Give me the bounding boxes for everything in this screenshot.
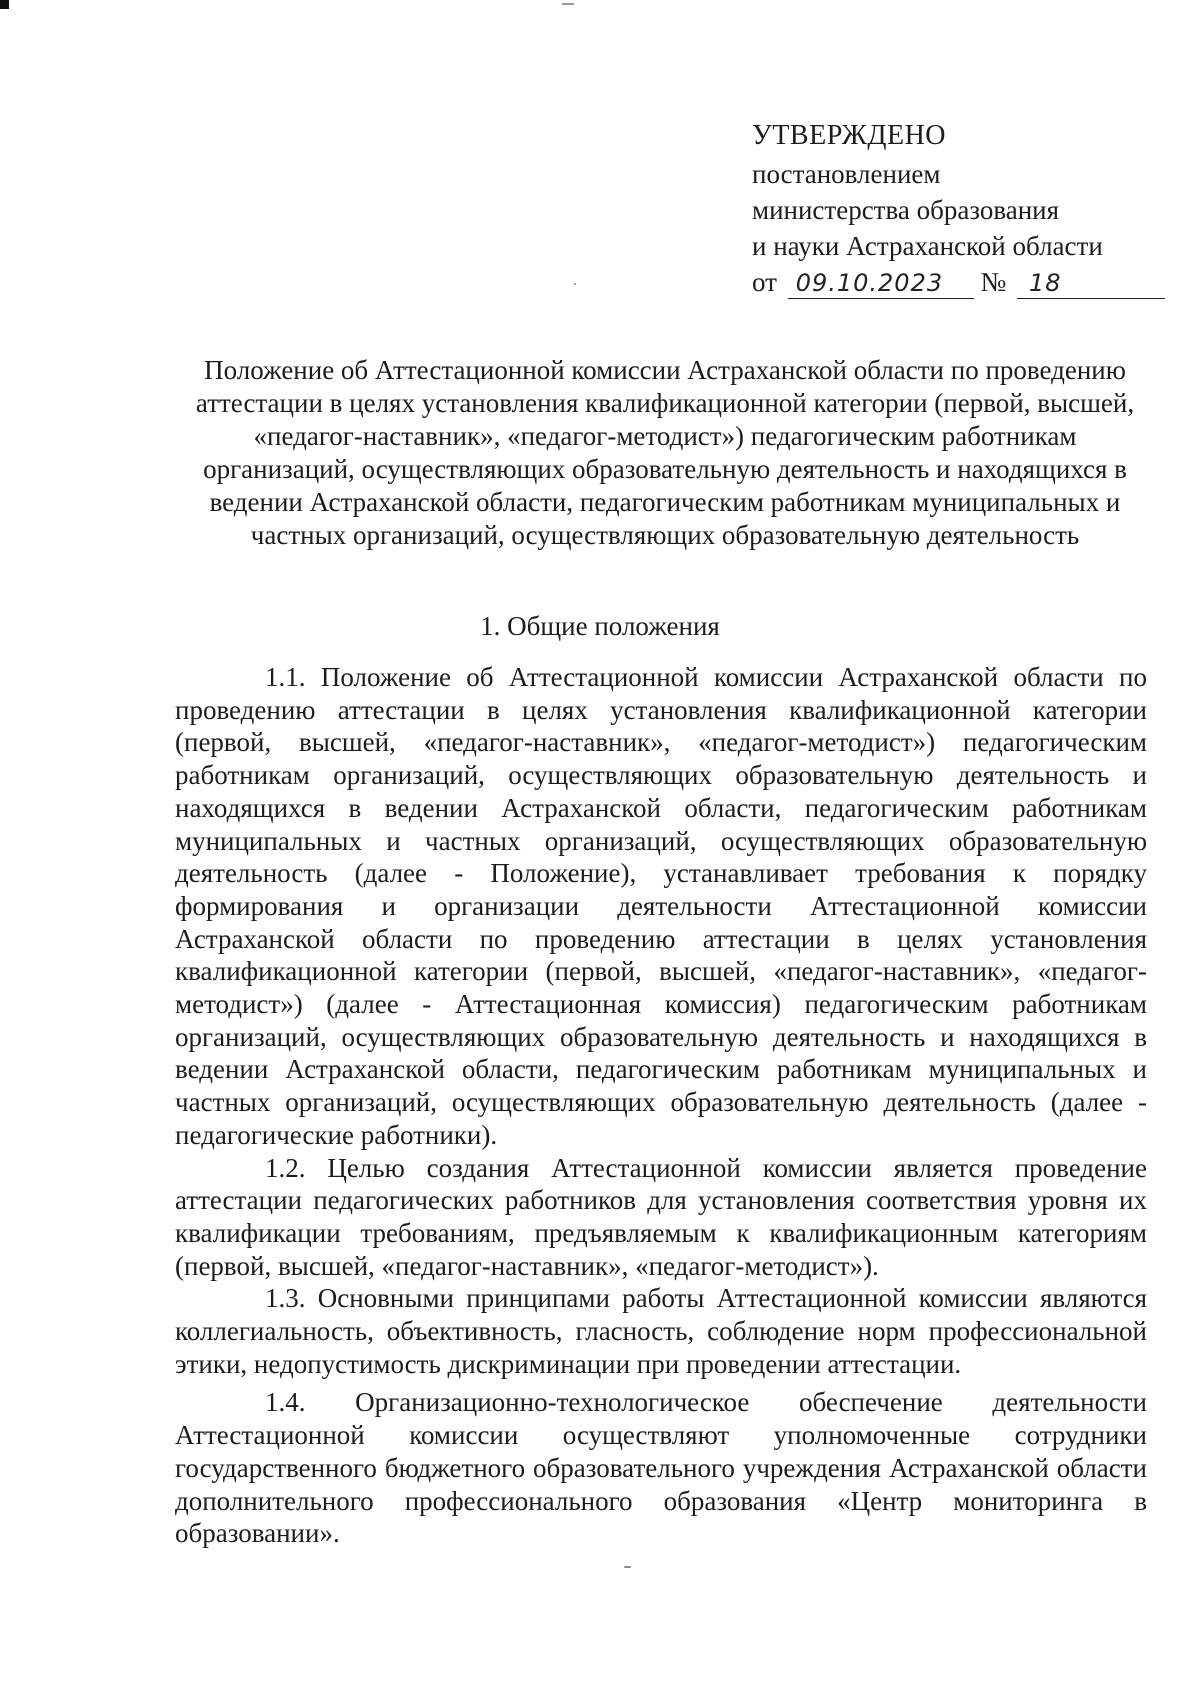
scan-speck bbox=[624, 1566, 631, 1568]
approval-date-line bbox=[752, 264, 1172, 300]
scan-top-dash bbox=[562, 3, 574, 5]
approval-line: постановлением bbox=[752, 159, 941, 189]
date-field bbox=[788, 267, 974, 299]
approval-line: и науки Астраханской области bbox=[752, 231, 1103, 261]
date-prefix: от bbox=[752, 267, 777, 297]
paragraph: 1.1. Положение об Аттестационной комиссии Астраханской области по проведению аттестации в целях установления квалификационной категории (первой, высшей, «педагог-наставник», «педагог-методист») педагогическим работникам организаций, осуществляющих образовательную деятельность и находящихся в ведении Астраханской области, педагогическим работникам муниципальных и частных организаций, осуществляющих образовательную деятельность (далее - Положение), устанавливает требования к порядку формирования и организации деятельности Аттестационной комиссии Астраханской области по проведению аттестации в целях установления квалификационной категории (первой, высшей, «педагог-наставник», «педагог-методист») (далее - Аттестационная комиссия) педагогическим работникам организаций, осуществляющих образовательную деятельность и находящихся в ведении Астраханской области, педагогическим работникам муниципальных и частных организаций, осуществляющих образовательную деятельность (далее - педагогические работники). bbox=[175, 662, 1147, 1150]
paragraph: 1.3. Основными принципами работы Аттестационной комиссии являются коллегиальность, объективность, гласность, соблюдение норм профессиональной этики, недопустимость дискриминации при проведении аттестации. bbox=[175, 1283, 1147, 1379]
handwritten-number: 18 bbox=[1028, 269, 1062, 297]
paragraph: 1.2. Целью создания Аттестационной комиссии является проведение аттестации педагогических работников для установления соответствия уровня их квалификации требованиям, предъявляемым к квалификационным категориям (первой, высшей, «педагог-наставник», «педагог-методист»). bbox=[175, 1152, 1147, 1281]
document-title: Положение об Аттестационной комиссии Астраханской области по проведению аттестации в целях установления квалификационной категории (первой, высшей, «педагог-наставник», «педагог-методист») педагогическим работникам организаций, осуществляющих образовательную деятельность и находящихся в ведении Астраханской области, педагогическим работникам муниципальных и частных организаций, осуществляющих образовательную деятельность bbox=[195, 355, 1135, 550]
paragraph: 1.4. Организационно-технологическое обеспечение деятельности Аттестационной комиссии осуществляют уполномоченные сотрудники государственного бюджетного образовательного учреждения Астраханской области дополнительного профессионального образования «Центр мониторинга в образовании». bbox=[175, 1387, 1147, 1549]
handwritten-date: 09.10.2023 bbox=[795, 269, 944, 297]
scan-speck bbox=[574, 283, 576, 285]
section-body bbox=[175, 661, 1147, 1550]
approval-heading: УТВЕРЖДЕНО bbox=[752, 120, 947, 151]
scan-corner-mark bbox=[0, 0, 9, 9]
number-field bbox=[1017, 267, 1165, 299]
section-heading: 1. Общие положения bbox=[480, 611, 720, 641]
number-sign: № bbox=[980, 267, 1007, 297]
approval-stamp-block bbox=[752, 118, 1172, 300]
approval-line: министерства образования bbox=[752, 195, 1060, 225]
